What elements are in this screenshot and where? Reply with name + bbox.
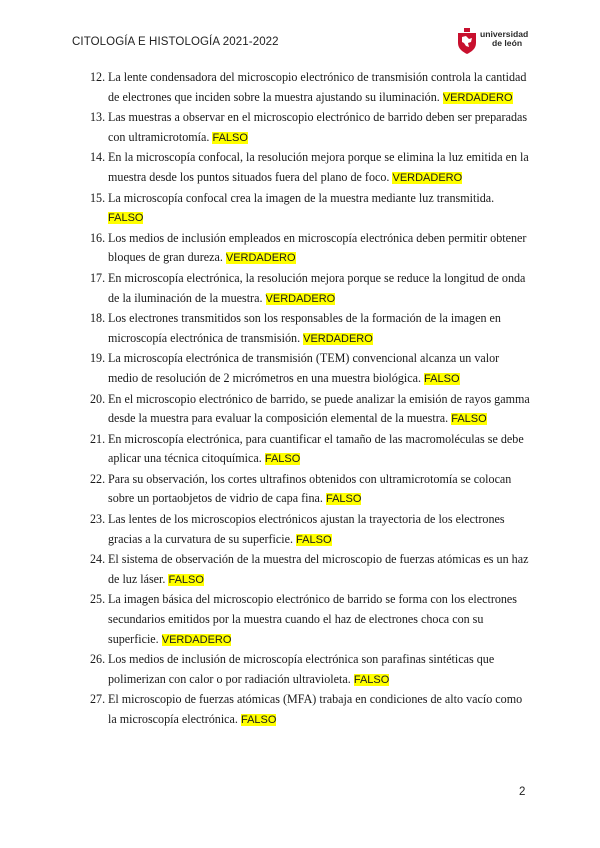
question-number: 22. bbox=[90, 471, 106, 486]
question-text: En la microscopía confocal, la resolución mejora porque se elimina la luz emitida en la muestra desde los puntos situados fuera del plano de foco. bbox=[108, 150, 529, 184]
question-number: 27. bbox=[90, 692, 106, 707]
answer-highlight: VERDADERO bbox=[161, 633, 232, 646]
question-text: La lente condensadora del microscopio electrónico de transmisión controla la cantidad de electrones que inciden sobre la muestra ajustando su iluminación. bbox=[108, 70, 527, 104]
question-item bbox=[90, 510, 530, 550]
question-text: La microscopía confocal crea la imagen de la muestra mediante luz transmitida. bbox=[108, 190, 495, 205]
answer-highlight: FALSO bbox=[451, 413, 487, 426]
question-text: Los electrones transmitidos son los responsables de la formación de la imagen en microscopía electrónica de transmisión. bbox=[108, 311, 501, 345]
answer-highlight: VERDADERO bbox=[303, 332, 373, 345]
answer-highlight: FALSO bbox=[264, 453, 301, 466]
question-item bbox=[90, 108, 530, 148]
question-text: Los medios de inclusión empleados en microscopía electrónica deben permitir obtener bloques de gran dureza. bbox=[108, 230, 527, 265]
question-text: En microscopía electrónica, para cuantificar el tamaño de las macromoléculas se debe aplicar una técnica citoquímica. bbox=[108, 431, 524, 466]
question-number: 13. bbox=[90, 110, 106, 125]
question-number: 15. bbox=[90, 190, 106, 205]
answer-highlight: FALSO bbox=[424, 372, 460, 385]
question-text: La microscopía electrónica de transmisión (TEM) convencional alcanza un valor medio de resolución de 2 micrómetros en una muestra biológica. bbox=[108, 351, 500, 385]
answer-highlight: FALSO bbox=[240, 714, 277, 726]
question-text: La imagen básica del microscopio electrónico de barrido se forma con los electrones secundarios emitidos por la muestra cuando el haz de electrones choca con su superficie. bbox=[108, 592, 518, 646]
logo-text-line1: universidad bbox=[480, 29, 529, 39]
answer-highlight: VERDADERO bbox=[225, 252, 296, 265]
answer-highlight: FALSO bbox=[168, 573, 204, 586]
question-number: 20. bbox=[90, 391, 106, 406]
question-text: En microscopía electrónica, la resolución mejora porque se reduce la longitud de onda de la iluminación de la muestra. bbox=[108, 270, 526, 305]
answer-highlight: FALSO bbox=[212, 131, 248, 144]
question-text: El sistema de observación de la muestra del microscopio de fuerzas atómicas es un haz de luz láser. bbox=[108, 552, 529, 586]
document-header-title: CITOLOGÍA E HISTOLOGÍA 2021-2022 bbox=[72, 36, 279, 48]
logo-text-line2: de león bbox=[492, 38, 523, 48]
question-number: 16. bbox=[90, 230, 106, 245]
question-number: 18. bbox=[90, 311, 106, 326]
question-item bbox=[90, 470, 530, 510]
question-number: 12. bbox=[90, 70, 106, 84]
question-number: 17. bbox=[90, 270, 106, 285]
question-item bbox=[90, 229, 530, 269]
question-item bbox=[90, 690, 530, 730]
question-item bbox=[90, 430, 530, 470]
question-item bbox=[90, 390, 530, 430]
answer-highlight: VERDADERO bbox=[392, 171, 463, 184]
question-item bbox=[90, 590, 530, 650]
question-number: 24. bbox=[90, 552, 106, 567]
answer-highlight: FALSO bbox=[108, 212, 144, 225]
answer-highlight: VERDADERO bbox=[442, 91, 513, 104]
question-number: 14. bbox=[90, 150, 106, 165]
question-text: En el microscopio electrónico de barrido, se puede analizar la emisión de rayos gamma desde la muestra para evaluar la composición elemental de la muestra. bbox=[108, 391, 530, 426]
question-item bbox=[90, 309, 530, 349]
university-crest-icon bbox=[457, 28, 477, 54]
answer-highlight: FALSO bbox=[353, 673, 390, 686]
question-number: 23. bbox=[90, 512, 106, 527]
question-text: Las lentes de los microscopios electrónicos ajustan la trayectoria de los electrones gracias a la curvatura de su superficie. bbox=[108, 512, 505, 546]
university-logo bbox=[457, 28, 537, 58]
question-item bbox=[90, 650, 530, 690]
question-text: Para su observación, los cortes ultrafinos obtenidos con ultramicrotomía se colocan sobre un portaobjetos de vidrio de capa fina. bbox=[108, 471, 512, 506]
page-number: 2 bbox=[519, 786, 526, 798]
question-number: 21. bbox=[90, 431, 106, 446]
question-text: Las muestras a observar en el microscopio electrónico de barrido deben ser preparadas con ultramicrotomía. bbox=[108, 110, 528, 144]
question-item bbox=[90, 550, 530, 590]
question-text: El microscopio de fuerzas atómicas (MFA) trabaja en condiciones de alto vacío como la microscopía electrónica. bbox=[108, 692, 523, 726]
question-item bbox=[90, 68, 530, 108]
question-number: 19. bbox=[90, 351, 106, 366]
answer-highlight: VERDADERO bbox=[265, 292, 336, 305]
question-text: Los medios de inclusión de microscopía electrónica son parafinas sintéticas que polimerizan con calor o por radiación ultravioleta. bbox=[108, 652, 495, 686]
question-item bbox=[90, 189, 530, 229]
question-item bbox=[90, 148, 530, 188]
question-item bbox=[90, 269, 530, 309]
question-number: 25. bbox=[90, 592, 106, 607]
answer-highlight: FALSO bbox=[325, 493, 362, 506]
question-item bbox=[90, 349, 530, 389]
answer-highlight: FALSO bbox=[296, 533, 332, 546]
question-list bbox=[90, 68, 530, 731]
question-number: 26. bbox=[90, 652, 106, 667]
